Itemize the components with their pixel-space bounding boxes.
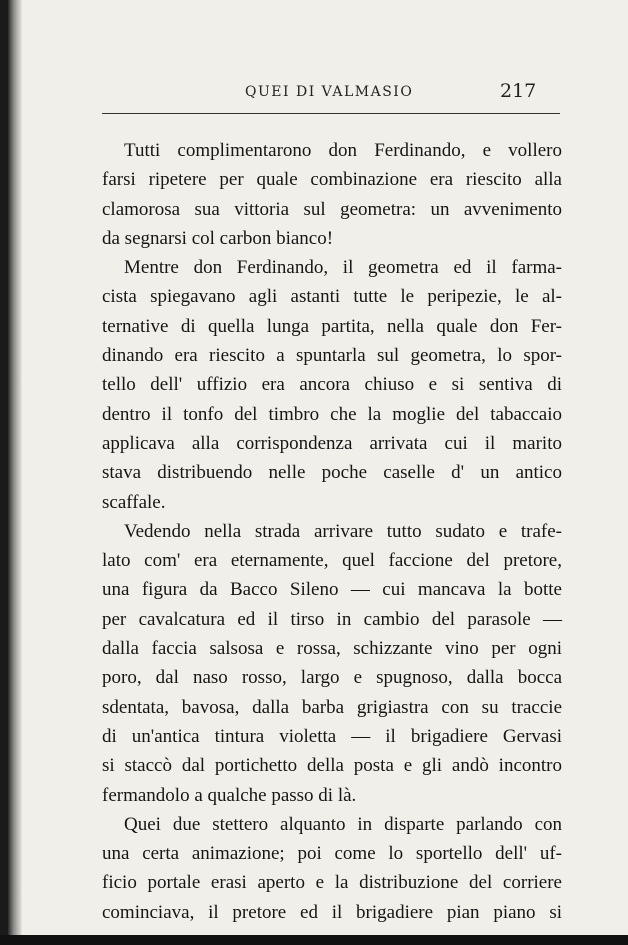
text-line: tello dell' uffizio era ancora chiuso e si sentiva di [102, 374, 562, 396]
text-line: una figura da Bacco Sileno — cui mancava la botte [102, 579, 562, 601]
text-line: Tutti complimentarono don Ferdinando, e vollero [124, 140, 562, 161]
text-line: fermandolo a qualche passo di là. [102, 784, 357, 806]
text-line: cominciava, il pretore ed il brigadiere pian piano si [102, 901, 562, 923]
text-line: ternative di quella lunga partita, nella quale don Fer- [102, 315, 562, 337]
text-line: per cavalcatura ed il tirso in cambio del parasole — [102, 608, 562, 630]
text-line: una certa animazione; poi come lo sportello dell' uf- [102, 843, 562, 865]
text-line: dalla faccia salsosa e rossa, schizzante vino per ogni [102, 638, 562, 660]
text-line: dinando era riescito a spuntarla sul geometra, lo spor- [102, 345, 562, 367]
text-line: si staccò dal portichetto della posta e gli andò incontro [102, 755, 562, 777]
text-line: ficio portale erasi aperto e la distribuzione del corriere [102, 872, 562, 894]
header-rule [102, 113, 560, 114]
text-line: clamorosa sua vittoria sul geometra: un avvenimento [102, 198, 562, 220]
text-line: applicava alla corrispondenza arrivata cui il marito [102, 432, 562, 454]
text-line: scaffale. [102, 491, 166, 513]
text-line: stava distribuendo nelle poche caselle d' un antico [102, 462, 562, 484]
book-page [8, 0, 628, 936]
running-header [8, 80, 628, 104]
binding-shadow [8, 0, 22, 936]
text-line: dentro il tonfo del timbro che la moglie del tabaccaio [102, 403, 562, 425]
body-text [102, 136, 562, 927]
page-number: 217 [500, 80, 537, 102]
text-line: di un'antica tintura violetta — il brigadiere Gervasi [102, 725, 562, 747]
text-line: Quei due stettero alquanto in disparte parlando con [124, 813, 562, 835]
scan-bottom-edge [0, 935, 628, 945]
text-line: lato com' era eternamente, quel faccione del pretore, [102, 550, 562, 572]
text-line: poro, dal naso rosso, largo e spugnoso, dalla bocca [102, 667, 562, 689]
text-line: da segnarsi col carbon bianco! [102, 227, 334, 249]
text-line: Mentre don Ferdinando, il geometra ed il farma- [124, 257, 562, 279]
text-line: Vedendo nella strada arrivare tutto sudato e trafe- [124, 520, 562, 542]
text-line: cista spiegavano agli astanti tutte le peripezie, le al- [102, 286, 562, 308]
text-line: farsi ripetere per quale combinazione era riescito alla [102, 169, 562, 191]
text-line: sdentata, bavosa, dalla barba grigiastra con su traccie [102, 696, 562, 718]
running-title: QUEI DI VALMASIO [245, 84, 414, 100]
